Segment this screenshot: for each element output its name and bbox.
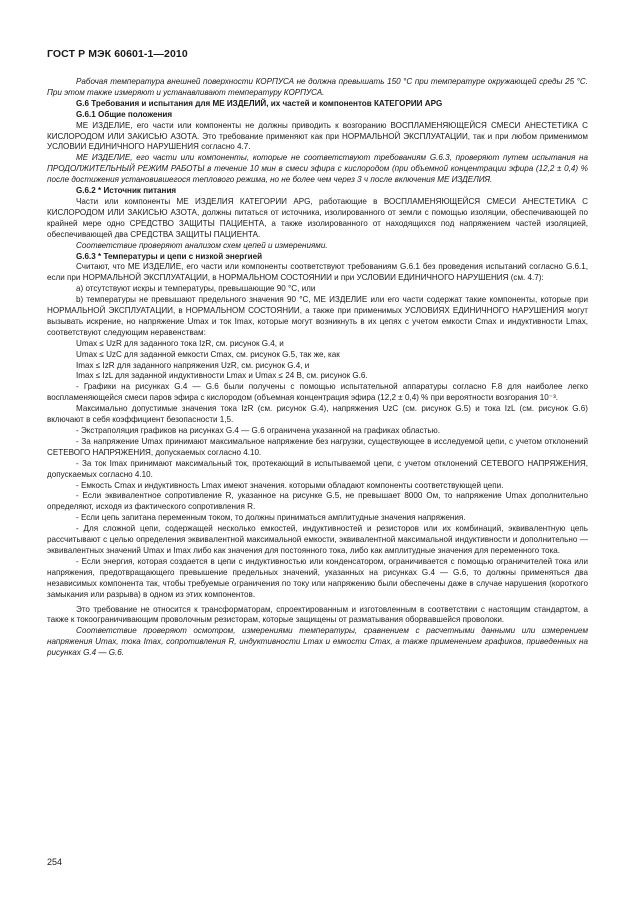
body-paragraph: b) температуры не превышают предельного значения 90 °С, МЕ ИЗДЕЛИЕ или его части содержат такие компоненты, которые при НОРМАЛЬНОЙ ЭКСПЛУАТАЦИИ, в НОРМАЛЬНОМ СОСТОЯНИИ, а также при применимых УСЛОВИЯХ ЕДИНИЧНОГО НАРУШЕНИЯ могут вызывать искрение, но напряжение Umax и ток Imax, которые могут возникнуть в их цепях с учетом емкости Cmax и индуктивности Lmax, соответствуют следующим неравенствам: bbox=[47, 295, 588, 337]
section-heading: G.6.3 * Температуры и цепи с низкой энергией bbox=[76, 251, 263, 261]
body-paragraph: Считают, что МЕ ИЗДЕЛИЕ, его части или компоненты соответствуют требованиям G.6.1 без проведения испытаний согласно G.6.1, если при НОРМАЛЬНОЙ ЭКСПЛУАТАЦИИ, в НОРМАЛЬНОМ СОСТОЯНИИ и при УСЛОВИИ ЕДИНИЧНОГО НАРУШЕНИЯ (см. 4.7): bbox=[47, 262, 588, 283]
body-paragraph: а) отсутствуют искры и температуры, превышающие 90 °С, или bbox=[76, 284, 316, 294]
running-header: ГОСТ Р МЭК 60601-1—2010 bbox=[47, 48, 188, 60]
body-paragraph: МЕ ИЗДЕЛИЕ, его части или компоненты, которые не соответствуют требованиям G.6.3, проверяют путем испытания на ПРОДОЛЖИТЕЛЬНЫЙ РЕЖИМ РАБОТЫ в течение 10 мин в смеси эфира с кислородом (при объемной концентрации эфира (12,2 ± 0,4) % после достижения установившегося теплового режима, но не более чем через 3 ч после включения МЕ ИЗДЕЛИЯ. bbox=[47, 153, 588, 185]
section-heading: G.6 Требования и испытания для МЕ ИЗДЕЛИЙ, их частей и компонентов КАТЕГОРИИ APG bbox=[76, 98, 443, 108]
body-paragraph: Соответствие проверяют осмотром, измерениями температуры, сравнением с расчетными данными или измерением напряжения Umax, тока Imax, сопротивления R, индуктивности Lmax и емкости Cmax, а также применением графиков, приведенных на рисунках G.4 — G.6. bbox=[47, 626, 588, 658]
page-number: 254 bbox=[47, 857, 63, 867]
body-paragraph: Части или компоненты МЕ ИЗДЕЛИЯ КАТЕГОРИИ APG, работающие в ВОСПЛАМЕНЯЮЩЕЙСЯ СМЕСИ АНЕСТЕТИКА С КИСЛОРОДОМ ИЛИ ЗАКИСЬЮ АЗОТА, должны питаться от источника, изолированного от земли с помощью изоляции, обеспечивающей по крайней мере одно СРЕДСТВО ЗАЩИТЫ ПАЦИЕНТА, а также изолированного от находящихся под напряжением частей изоляцией, обеспечивающей два СРЕДСТВА ЗАЩИТЫ ПАЦИЕНТА. bbox=[47, 196, 588, 239]
body-paragraph: - Для сложной цепи, содержащей несколько емкостей, индуктивностей и резисторов или их комбинаций, эквивалентную цепь рассчитывают с целью определения эквивалентной максимальной емкости, эквивалентной максимальной индуктивности и дополнительно — эквивалентных значений Umax и Imax либо как значения для постоянного тока, либо как амплитудные значения для переменного тока. bbox=[47, 524, 588, 555]
body-paragraph: Соответствие проверяют анализом схем цепей и измерениями. bbox=[76, 240, 328, 250]
body-paragraph: Imax ≤ IzL для заданной индуктивности Lmax и Umax ≤ 24 В, см. рисунок G.6. bbox=[76, 371, 368, 381]
body-paragraph: Imax ≤ IzR для заданного напряжения UzR, см. рисунок G.4, и bbox=[76, 360, 310, 370]
body-paragraph: Максимально допустимые значения тока IzR (см. рисунок G.4), напряжения UzC (см. рисунок G.5) и тока IzL (см. рисунок G.6) включают в себя коэффициент безопасности 1,5. bbox=[47, 404, 588, 425]
body-paragraph: - Если энергия, которая создается в цепи с индуктивностью или конденсатором, ограничивается с помощью ограничителей тока или напряжения, предотвращающего превышение предельных значений, указанных на рисунках G.4 — G.6, то должны применяться два независимых компонента так, чтобы требуемые ограничения по току или напряжению были обеспечены даже в случае нарушения (короткого замыкания или разрыва) в одном из этих компонентов. bbox=[47, 556, 588, 599]
body-paragraph: Umax ≤ UzC для заданной емкости Cmax, см. рисунок G.5, так же, как bbox=[76, 349, 340, 359]
body-paragraph: - За ток Imax принимают максимальный ток, протекающий в испытываемой цепи, с учетом отклонений СЕТЕВОГО НАПРЯЖЕНИЯ, допускаемых согласно 4.10. bbox=[47, 458, 588, 479]
document-body bbox=[47, 77, 588, 659]
section-heading: G.6.1 Общие положения bbox=[76, 109, 173, 119]
body-paragraph: - Экстраполяция графиков на рисунках G.4 — G.6 ограничена указанной на графиках областью. bbox=[76, 426, 440, 435]
body-paragraph: - Если цепь запитана переменным током, то должны приниматься амплитудные значения напряжения. bbox=[76, 513, 466, 523]
body-paragraph: - Если эквивалентное сопротивление R, указанное на рисунке G.5, не превышает 8000 Ом, то напряжение Umax дополнительно определяют, исходя из фактического сопротивления R. bbox=[47, 491, 588, 512]
body-paragraph: МЕ ИЗДЕЛИЕ, его части или компоненты не должны приводить к возгоранию ВОСПЛАМЕНЯЮЩЕЙСЯ СМЕСИ АНЕСТЕТИКА С КИСЛОРОДОМ ИЛИ ЗАКИСЬЮ АЗОТА. Это требование применяют как при НОРМАЛЬНОЙ ЭКСПЛУАТАЦИИ, так и при любом применимом УСЛОВИИ ЕДИНИЧНОГО НАРУШЕНИЯ согласно 4.7. bbox=[47, 120, 588, 152]
body-paragraph: - За напряжение Umax принимают максимальное напряжение без нагрузки, существующее в исследуемой цепи, с учетом отклонений СЕТЕВОГО НАПРЯЖЕНИЯ, допускаемых согласно 4.10. bbox=[47, 436, 588, 457]
body-paragraph: - Графики на рисунках G.4 — G.6 были получены с помощью испытательной аппаратуры согласно F.8 для наиболее легко воспламеняющейся смеси паров эфира с кислородом (объемная концентрация эфира (12,2 ± 0,4) % при вероятности возгорания 10⁻³. bbox=[47, 382, 588, 403]
body-paragraph: - Емкость Cmax и индуктивность Lmax имеют значения. которыми обладают компоненты соответствующей цепи. bbox=[76, 480, 504, 490]
body-paragraph: Umax ≤ UzR для заданного тока IzR, см. рисунок G.4, и bbox=[76, 338, 284, 348]
body-paragraph: Рабочая температура внешней поверхности КОРПУСА не должна превышать 150 °С при температуре окружающей среды 25 °С. При этом также измеряют и устанавливают температуру КОРПУСА. bbox=[47, 77, 588, 97]
section-heading: G.6.2 * Источник питания bbox=[76, 186, 177, 196]
body-paragraph: Это требование не относится к трансформаторам, спроектированным и изготовленным в соответствии с настоящим стандартом, а также к токоограничивающим проволочным резисторам, которые защищены от разматывания оборвавшейся проволоки. bbox=[47, 604, 588, 625]
